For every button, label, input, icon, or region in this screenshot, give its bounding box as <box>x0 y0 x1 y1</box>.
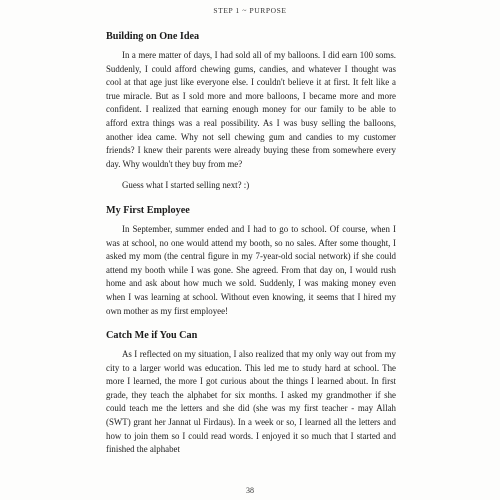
section-spacer <box>106 318 396 330</box>
page-content <box>106 31 396 457</box>
paragraph: In a mere matter of days, I had sold all of my balloons. I did earn 100 soms. Suddenly, I could afford chewing gums, candies, and whatever I thought was cool at that age just like everyone else. I couldn't believe it at first. It felt like a true miracle. But as I sold more and more balloons, I became more and more confident. I realized that earning enough money for our family to be able to afford extra things was a real possibility. As I was busy selling the balloons, another idea came. Why not sell chewing gum and candies to my customer friends? I knew their parents were already buying these from somewhere every day. Why wouldn't they buy from me? <box>106 50 396 169</box>
section-heading-my-first-employee: My First Employee <box>106 204 190 216</box>
page-number: 38 <box>246 486 254 495</box>
paragraph-spacer <box>106 171 396 179</box>
paragraph: Guess what I started selling next? :) <box>122 180 250 191</box>
section-spacer <box>106 193 396 205</box>
section-heading-catch-me-if-you-can: Catch Me if You Can <box>106 330 198 342</box>
paragraph: In September, summer ended and I had to go to school. Of course, when I was at school, no one would attend my booth, so no sales. After some thought, I asked my mom (the central figure in my 7-year-old social network) if she could attend my booth while I was gone. She agreed. From that day on, I would rush home and ask about how much we sold. Suddenly, I was making money even when I was learning at school. Without even knowing, it seems that I hired my own mother as my first employee! <box>106 223 396 316</box>
section-heading-building-on-one-idea: Building on One Idea <box>106 31 200 42</box>
paragraph: As I reflected on my situation, I also realized that my only way out from my city to a larger world was education. This led me to study hard at school. The more I learned, the more I got curious about the things I learned about. In first grade, they teach the alphabet for six months. I asked my grandmother if she could teach me the letters and she did (she was my first teacher - may Allah (SWT) grant her Jannat ul Firdaus). In a week or so, I learned all the letters and how to join them so I could read words. I enjoyed it so much that I started and finished the alphabet <box>106 349 396 455</box>
running-header: STEP 1 ~ PURPOSE <box>213 6 287 15</box>
